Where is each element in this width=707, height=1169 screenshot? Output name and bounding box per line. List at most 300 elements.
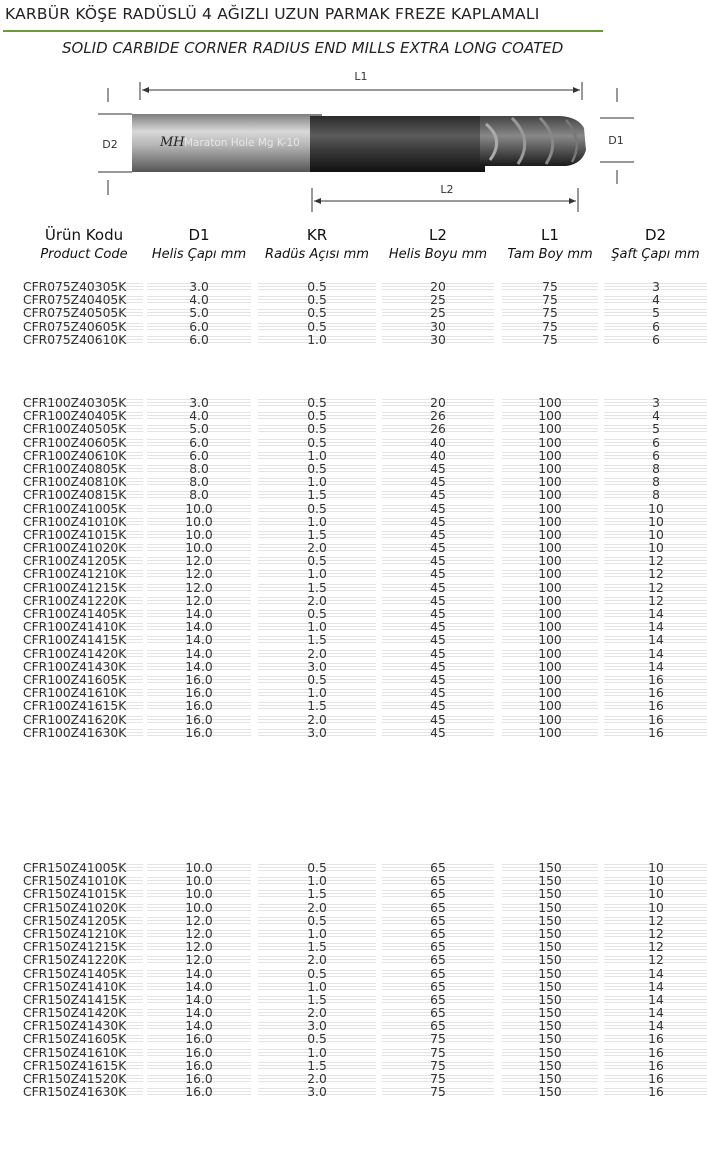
header-d1-en: Helis Çapı mm [151,247,247,262]
cell-l1 [502,568,598,581]
cell-value: 45 [430,514,446,529]
cell-value: 65 [430,926,446,941]
cell-l2 [382,450,494,463]
cell-value: 16 [648,699,664,714]
cell-kr [258,661,376,674]
cell-l1 [502,516,598,529]
cell-value: 14 [648,1006,664,1021]
table-row [0,489,707,502]
cell-value: 0.5 [307,861,327,875]
cell-value: 100 [538,567,562,582]
cell-l2 [382,634,494,647]
cell-l1 [502,489,598,502]
cell-l2 [382,1086,494,1099]
cell-product-code [23,915,143,928]
cell-value: 65 [430,1019,446,1034]
cell-kr [258,321,376,334]
cell-value: CFR100Z41620K [23,712,127,727]
cell-value: 16 [648,725,664,740]
cell-value: 5 [652,422,660,437]
cell-value: 25 [430,306,446,321]
cell-value: 10 [648,527,664,542]
cell-value: 4 [652,293,660,308]
cell-value: CFR150Z41420K [23,1006,127,1021]
cell-product-code [23,516,143,529]
cell-value: 3.0 [307,1085,327,1100]
table-row [0,423,707,436]
cell-value: 0.5 [307,554,327,569]
cell-value: 2.0 [307,1072,327,1086]
cell-value: CFR100Z41010K [23,514,127,529]
title-turkish: KARBÜR KÖŞE RADÜSLÜ 4 AĞIZLI UZUN PARMAK FREZE KAPLAMALI [5,5,540,23]
cell-d2 [604,648,707,661]
cell-value: 26 [430,422,446,437]
cell-l2 [382,915,494,928]
cell-product-code [23,334,143,347]
cell-l1 [502,714,598,727]
cell-value: 14.0 [185,1006,213,1021]
cell-value: 150 [538,1058,562,1073]
cell-value: 16.0 [185,686,213,701]
d2-label: D2 [102,138,118,151]
cell-kr [258,968,376,981]
cell-d2 [604,954,707,967]
cell-value: 6.0 [189,319,209,334]
cell-value: CFR150Z41205K [23,913,127,928]
cell-value: 10.0 [185,887,213,902]
cell-value: 6.0 [189,435,209,450]
l2-label: L2 [440,183,454,196]
cell-kr [258,334,376,347]
cell-value: 45 [430,488,446,503]
cell-value: 100 [538,422,562,437]
cell-value: 14 [648,633,664,648]
cell-value: 16.0 [185,1032,213,1047]
cell-product-code [23,634,143,647]
table-row [0,321,707,334]
cell-l1 [502,423,598,436]
cell-value: 16.0 [185,1072,213,1086]
cell-value: 30 [430,319,446,334]
cell-kr [258,634,376,647]
cell-d1 [147,714,251,727]
cell-value: 12 [648,567,664,582]
cell-l2 [382,954,494,967]
cell-value: CFR100Z41210K [23,567,127,582]
cell-value: 75 [430,1072,446,1086]
cell-product-code [23,661,143,674]
cell-value: 1.5 [307,580,327,595]
cell-l1 [502,968,598,981]
cell-d2 [604,423,707,436]
cell-value: 150 [538,1006,562,1021]
cell-d2 [604,661,707,674]
cell-value: 100 [538,501,562,516]
cell-l1 [502,1086,598,1099]
cell-value: 1.5 [307,699,327,714]
cell-value: 8 [652,488,660,503]
cell-l2 [382,888,494,901]
cell-value: 1.5 [307,940,327,955]
table-row [0,503,707,516]
cell-value: CFR100Z40805K [23,461,127,476]
cell-d2 [604,334,707,347]
cell-value: 65 [430,1006,446,1021]
cell-value: 0.5 [307,966,327,981]
cell-l2 [382,503,494,516]
end-mill-diagram [0,60,707,220]
cell-value: 30 [430,332,446,347]
cell-value: 150 [538,966,562,981]
cell-value: 100 [538,699,562,714]
cell-value: 100 [538,633,562,648]
cell-value: 40 [430,448,446,463]
cell-value: 45 [430,593,446,608]
cell-value: 150 [538,861,562,875]
header-d1-tr: D1 [188,226,210,244]
cell-d2 [604,915,707,928]
cell-value: 1.0 [307,448,327,463]
cell-value: 45 [430,672,446,687]
cell-value: 150 [538,926,562,941]
cell-value: 8.0 [189,461,209,476]
cell-d2 [604,727,707,740]
cell-d1 [147,915,251,928]
cell-value: 100 [538,514,562,529]
cell-d1 [147,334,251,347]
cell-value: CFR100Z41405K [23,607,127,621]
cell-value: 6 [652,319,660,334]
table-row [0,307,707,320]
cell-value: 0.5 [307,319,327,334]
cell-d1 [147,648,251,661]
cell-value: 150 [538,887,562,902]
cell-value: 100 [538,712,562,727]
cell-l1 [502,648,598,661]
cell-value: 1.5 [307,992,327,1007]
cell-value: 150 [538,992,562,1007]
cell-value: CFR150Z41410K [23,979,127,994]
cell-l2 [382,714,494,727]
title-divider [3,30,603,32]
table-row [0,634,707,647]
cell-value: CFR150Z41210K [23,926,127,941]
cell-l1 [502,915,598,928]
cell-d1 [147,1086,251,1099]
table-row [0,450,707,463]
cell-value: 14 [648,607,664,621]
table-row [0,582,707,595]
cell-kr [258,568,376,581]
cell-value: 16 [648,712,664,727]
cell-value: 16 [648,672,664,687]
cell-value: 14.0 [185,992,213,1007]
cell-value: 65 [430,953,446,968]
table-row [0,1086,707,1099]
cell-value: 14.0 [185,607,213,621]
cell-value: 150 [538,979,562,994]
cell-product-code [23,727,143,740]
cell-product-code [23,954,143,967]
table-row [0,661,707,674]
cell-value: 10 [648,501,664,516]
cell-value: 3.0 [307,725,327,740]
cell-l1 [502,700,598,713]
cell-value: CFR075Z40405K [23,293,127,308]
cell-value: CFR100Z40405K [23,409,127,424]
cell-value: 4 [652,409,660,424]
cell-d2 [604,888,707,901]
cell-d1 [147,981,251,994]
cell-d2 [604,700,707,713]
cell-d1 [147,1033,251,1046]
cell-value: 65 [430,966,446,981]
cell-value: 3.0 [189,280,209,294]
cell-value: 20 [430,396,446,410]
cell-value: 12 [648,926,664,941]
cell-value: 150 [538,1032,562,1047]
cell-value: 12 [648,953,664,968]
cell-product-code [23,1047,143,1060]
cell-value: CFR100Z41610K [23,686,127,701]
table-row [0,954,707,967]
cell-value: 10.0 [185,501,213,516]
cell-d1 [147,437,251,450]
cell-l1 [502,981,598,994]
cell-d2 [604,437,707,450]
cell-value: 14.0 [185,966,213,981]
cell-value: 26 [430,409,446,424]
cell-value: 100 [538,488,562,503]
cell-value: 45 [430,659,446,674]
cell-value: 45 [430,699,446,714]
cell-value: 6.0 [189,448,209,463]
cell-value: 0.5 [307,409,327,424]
cell-product-code [23,1033,143,1046]
header-d1 [143,225,255,265]
cell-d1 [147,423,251,436]
header-l1-en: Tam Boy mm [507,247,593,262]
cell-value: 16 [648,1085,664,1100]
cell-l1 [502,503,598,516]
cell-value: 45 [430,554,446,569]
cell-l2 [382,334,494,347]
cell-d2 [604,321,707,334]
cell-value: 100 [538,475,562,490]
cell-d2 [604,634,707,647]
cell-value: CFR150Z41430K [23,1019,127,1034]
cell-value: 2.0 [307,900,327,915]
cell-value: 65 [430,887,446,902]
cell-value: 10 [648,874,664,889]
cell-value: 10.0 [185,527,213,542]
cell-value: 75 [430,1058,446,1073]
cell-value: 65 [430,900,446,915]
table-row [0,902,707,915]
cell-product-code [23,714,143,727]
cell-value: 150 [538,913,562,928]
cell-value: 100 [538,554,562,569]
cell-value: 12 [648,593,664,608]
cell-value: 5.0 [189,422,209,437]
cell-value: 14 [648,646,664,661]
cell-value: 100 [538,461,562,476]
cell-d2 [604,968,707,981]
cell-value: 10.0 [185,541,213,556]
cell-value: 0.5 [307,435,327,450]
cell-value: 150 [538,953,562,968]
cell-value: 2.0 [307,953,327,968]
cell-l1 [502,954,598,967]
cell-value: CFR075Z40610K [23,332,127,347]
cell-value: 65 [430,940,446,955]
cell-value: 3.0 [189,396,209,410]
cell-l1 [502,582,598,595]
cell-d1 [147,516,251,529]
cell-kr [258,727,376,740]
cell-value: CFR100Z40305K [23,396,127,410]
header-d2-tr: D2 [644,226,667,244]
cell-l1 [502,450,598,463]
cell-value: 16 [648,1032,664,1047]
cell-value: 0.5 [307,672,327,687]
cell-l1 [502,888,598,901]
cell-value: 100 [538,725,562,740]
cell-value: 150 [538,874,562,889]
cell-value: 75 [430,1045,446,1060]
cell-value: 1.0 [307,926,327,941]
cell-product-code [23,489,143,502]
cell-value: 45 [430,725,446,740]
cell-value: 6 [652,435,660,450]
cell-value: 1.0 [307,979,327,994]
cell-l2 [382,648,494,661]
cell-value: 14.0 [185,1019,213,1034]
cell-value: 14 [648,966,664,981]
cell-value: 100 [538,541,562,556]
cell-value: 1.5 [307,633,327,648]
cell-product-code [23,307,143,320]
cell-d1 [147,661,251,674]
cell-value: 100 [538,672,562,687]
cell-kr [258,503,376,516]
cell-value: 16.0 [185,1085,213,1100]
table-group [0,281,707,347]
cell-value: 40 [430,435,446,450]
cell-l2 [382,582,494,595]
cell-l2 [382,968,494,981]
cell-value: 8.0 [189,475,209,490]
cell-value: CFR100Z41415K [23,633,127,648]
cell-d1 [147,954,251,967]
cell-value: 16 [648,1072,664,1086]
table-row [0,516,707,529]
cell-value: 4.0 [189,409,209,424]
cell-value: 150 [538,1085,562,1100]
cell-value: CFR150Z41605K [23,1032,127,1047]
cell-l1 [502,437,598,450]
cell-value: 1.0 [307,1045,327,1060]
cell-value: CFR100Z41615K [23,699,127,714]
cell-value: 4.0 [189,293,209,308]
cell-value: 1.0 [307,475,327,490]
cell-value: CFR100Z41215K [23,580,127,595]
cell-value: 10.0 [185,874,213,889]
cell-value: 100 [538,396,562,410]
cell-value: 2.0 [307,593,327,608]
cell-l2 [382,661,494,674]
cell-value: 3 [652,280,660,294]
cell-value: 0.5 [307,293,327,308]
cell-l2 [382,321,494,334]
cell-value: 16 [648,1058,664,1073]
cell-value: 45 [430,686,446,701]
cell-d1 [147,968,251,981]
cell-kr [258,700,376,713]
cell-l1 [502,727,598,740]
cell-value: 45 [430,712,446,727]
cell-value: 10.0 [185,861,213,875]
cell-value: CFR100Z40505K [23,422,127,437]
cell-value: 16.0 [185,725,213,740]
cell-value: 20 [430,280,446,294]
cell-kr [258,307,376,320]
header-d2 [604,225,707,265]
cell-product-code [23,700,143,713]
cell-value: 3 [652,396,660,410]
cell-value: CFR100Z41605K [23,672,127,687]
cell-product-code [23,321,143,334]
cell-kr [258,981,376,994]
header-l1 [498,225,602,265]
cell-d1 [147,700,251,713]
table-row [0,648,707,661]
cell-l1 [502,1033,598,1046]
cell-value: 12.0 [185,593,213,608]
cell-value: 1.5 [307,887,327,902]
cell-value: CFR075Z40605K [23,319,127,334]
cell-value: 1.5 [307,527,327,542]
cell-d2 [604,568,707,581]
cell-value: 12 [648,913,664,928]
table-row [0,437,707,450]
cell-value: 100 [538,448,562,463]
cell-kr [258,489,376,502]
cell-product-code [23,902,143,915]
cell-d1 [147,582,251,595]
cell-value: 0.5 [307,1032,327,1047]
cell-product-code [23,423,143,436]
cell-value: CFR100Z41205K [23,554,127,569]
cell-kr [258,437,376,450]
cell-value: 10 [648,514,664,529]
header-kr [256,225,378,265]
table-row [0,334,707,347]
cell-d2 [604,450,707,463]
cell-value: 100 [538,659,562,674]
cell-value: 45 [430,620,446,635]
cell-value: 25 [430,293,446,308]
cell-value: 12 [648,940,664,955]
cell-value: 8.0 [189,488,209,503]
header-kr-tr: KR [306,226,328,244]
cell-product-code [23,888,143,901]
cell-d2 [604,902,707,915]
cell-value: CFR150Z41610K [23,1045,127,1060]
cell-value: 2.0 [307,646,327,661]
cell-value: 10.0 [185,514,213,529]
cell-value: 12.0 [185,926,213,941]
